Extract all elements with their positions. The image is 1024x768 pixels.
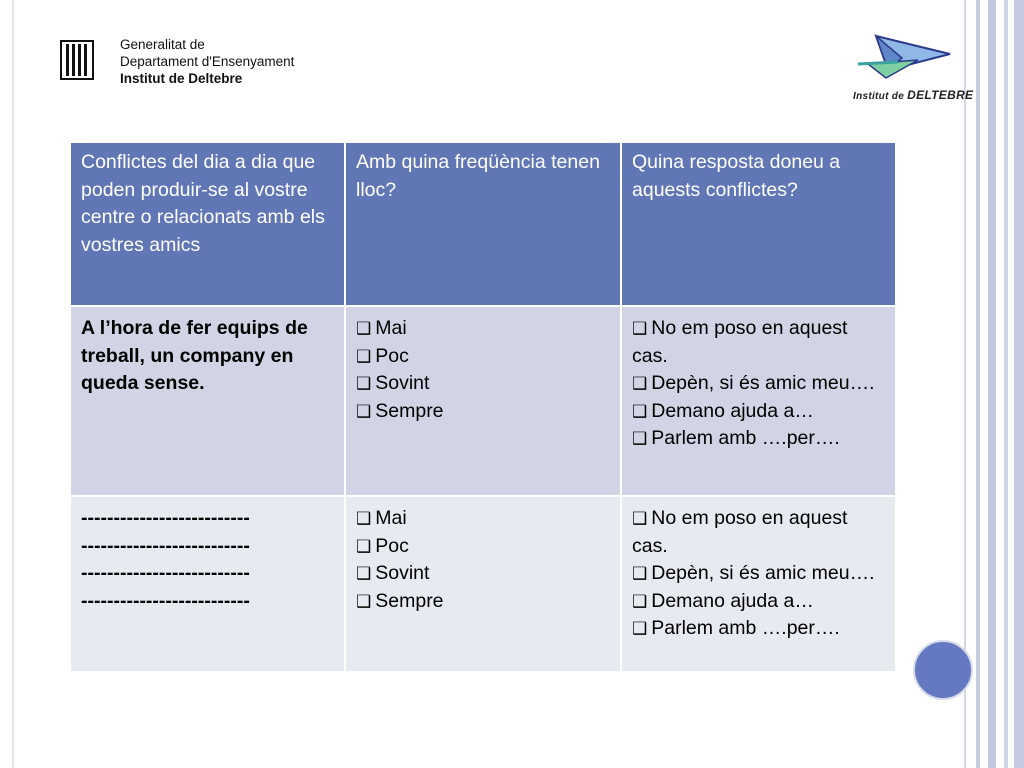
header-cell: Conflictes del dia a dia que poden produir-se al vostre centre o relacionats amb els vostres amics — [70, 142, 345, 306]
checkbox-icon: ❑ — [632, 401, 648, 421]
conflicts-table — [69, 141, 897, 673]
right-decorative-bars — [964, 0, 1024, 768]
option-item: ❑ Sempre — [356, 589, 444, 612]
checkbox-icon: ❑ — [356, 319, 372, 338]
checkbox-icon: ❑ — [356, 564, 372, 583]
paper-plane-logo-icon — [858, 34, 958, 84]
option-item: ❑ Poc — [356, 344, 409, 367]
institute-logo-caption: Institut de DELTEBRE — [853, 88, 974, 102]
checkbox-icon: ❑ — [356, 374, 372, 393]
option-item: ❑ Mai — [356, 507, 407, 529]
checkbox-icon: ❑ — [632, 374, 648, 393]
option-item: ❑ Sovint — [356, 562, 430, 584]
option-item: ❑ Demano ajuda a… — [632, 589, 814, 612]
institution-header — [120, 36, 294, 87]
checkbox-icon: ❑ — [632, 564, 648, 583]
header-cell: Quina resposta doneu a aquests conflictes? — [621, 142, 896, 306]
frequency-cell — [345, 306, 621, 496]
checkbox-icon: ❑ — [356, 346, 372, 366]
checkbox-icon: ❑ — [356, 591, 372, 611]
situation-placeholder-cell: -------------------------- -------------------------- -------------------------- -------------------------- — [70, 496, 345, 672]
table-header-row — [70, 142, 896, 306]
option-item: ❑ Mai — [356, 317, 407, 339]
response-cell — [621, 306, 896, 496]
option-item: ❑ No em poso en aquest cas. — [632, 317, 848, 367]
generalitat-logo-icon — [60, 40, 94, 80]
checkbox-icon: ❑ — [632, 591, 648, 611]
option-item: ❑ Parlem amb ….per…. — [632, 427, 840, 449]
situation-cell: A l’hora de fer equips de treball, un company en queda sense. — [70, 306, 345, 496]
option-item: ❑ Poc — [356, 534, 409, 557]
checkbox-icon: ❑ — [356, 509, 372, 528]
gov-line-3: Institut de Deltebre — [120, 71, 243, 86]
table-row — [70, 496, 896, 672]
response-cell — [621, 496, 896, 672]
option-item: ❑ Sempre — [356, 399, 444, 422]
option-item: ❑ No em poso en aquest cas. — [632, 507, 848, 557]
option-item: ❑ Demano ajuda a… — [632, 399, 814, 422]
checkbox-icon: ❑ — [632, 619, 648, 638]
left-decorative-line — [12, 0, 14, 768]
option-item: ❑ Depèn, si és amic meu…. — [632, 562, 875, 584]
table-row — [70, 306, 896, 496]
checkbox-icon: ❑ — [356, 401, 372, 421]
option-item: ❑ Sovint — [356, 372, 430, 394]
checkbox-icon: ❑ — [632, 429, 648, 448]
checkbox-icon: ❑ — [632, 319, 648, 338]
gov-line-1: Generalitat de — [120, 37, 205, 52]
checkbox-icon: ❑ — [632, 509, 648, 528]
option-item: ❑ Depèn, si és amic meu…. — [632, 372, 875, 394]
checkbox-icon: ❑ — [356, 536, 372, 556]
decorative-circle — [913, 640, 973, 700]
option-item: ❑ Parlem amb ….per…. — [632, 617, 840, 639]
header-cell: Amb quina freqüència tenen lloc? — [345, 142, 621, 306]
gov-line-2: Departament d'Ensenyament — [120, 54, 295, 69]
frequency-cell — [345, 496, 621, 672]
